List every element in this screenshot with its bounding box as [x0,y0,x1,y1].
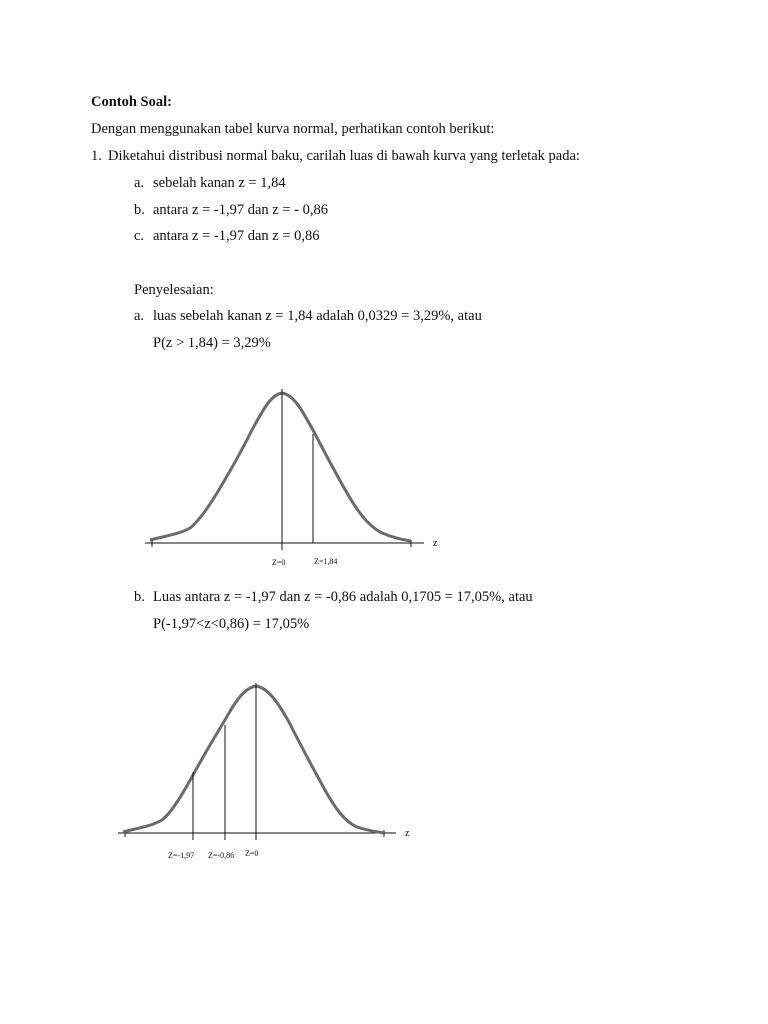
solution-a-marker: a. [134,308,145,324]
solution-a-text: luas sebelah kanan z = 1,84 adalah 0,0329 = 3,29%, atau [153,308,482,324]
figure-b-curve [123,686,384,833]
solution-a-formula: P(z > 1,84) = 3,29% [153,335,271,351]
question-text: Diketahui distribusi normal baku, carilah luas di bawah kurva yang terletak pada: [108,148,580,164]
figure-b [118,683,410,860]
item-b-marker: b. [134,202,145,218]
figure-a-axis-label: z [433,538,438,549]
question-number: 1. [91,148,102,164]
item-a-marker: a. [134,175,145,191]
item-c-marker: c. [134,228,145,244]
figure-b-label-z0: Z=0 [245,849,259,858]
solution-b-marker: b. [134,589,145,605]
solution-b-formula: P(-1,97<z<0,86) = 17,05% [153,616,310,632]
figure-b-label-z086: Z=-0,86 [208,851,235,860]
heading: Contoh Soal: [91,94,172,110]
item-b-text: antara z = -1,97 dan z = - 0,86 [153,202,328,218]
figure-a-curve [150,393,411,541]
intro-text: Dengan menggunakan tabel kurva normal, perhatikan contoh berikut: [91,121,495,137]
item-a-text: sebelah kanan z = 1,84 [153,175,286,191]
figure-a-label-z0: Z=0 [272,558,286,567]
figure-a-label-z184: Z=1,84 [314,557,338,566]
solution-b-text: Luas antara z = -1,97 dan z = -0,86 adalah 0,1705 = 17,05%, atau [153,589,533,605]
figure-b-label-z197: Z=-1,97 [168,851,195,860]
figure-a [145,389,438,567]
solution-heading: Penyelesaian: [134,282,214,298]
figure-b-axis-label: z [405,828,410,839]
item-c-text: antara z = -1,97 dan z = 0,86 [153,228,320,244]
